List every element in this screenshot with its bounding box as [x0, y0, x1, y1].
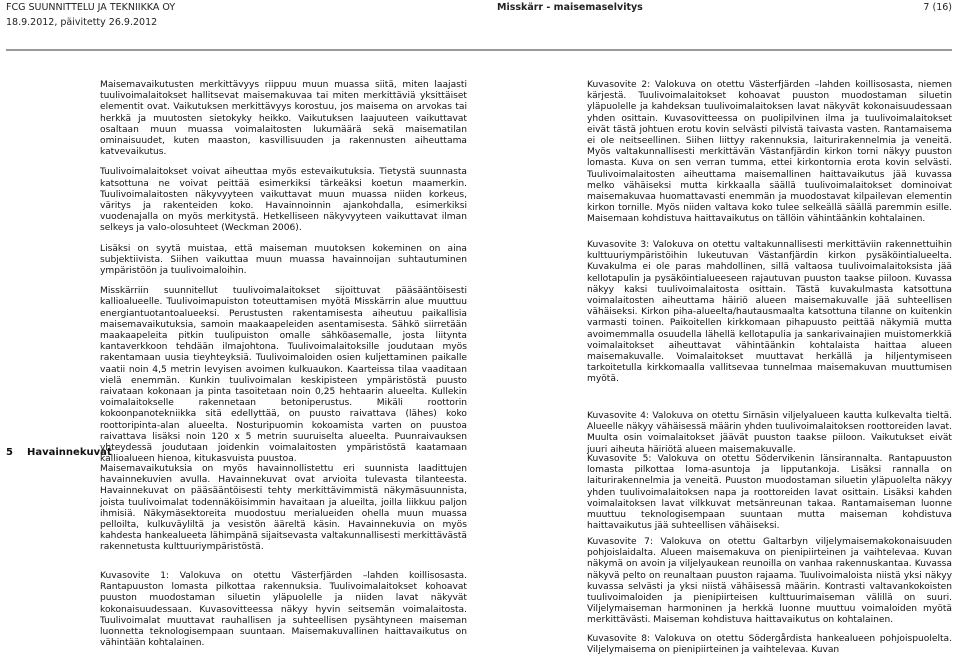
paragraph-landscape-impacts: Maisemavaikutusten merkittävyys riippuu muun muassa siitä, miten laajasti tuulivoimalaitokset hallitsevat maisemakuvaa tai miten merkittäviä yksittäiset elementit ovat. Vaikutuksen merkittävyys korostuu, jos maisema on arvokas tai herkkä ja muutosten sietokyky heikko. Vaikutuksen laajuuteen vaikuttavat osaltaan muun muassa voimalaitosten lukumäärä sekä maisematilan ominaisuudet, kuten maaston, kasvillisuuden ja rakennusten aiheuttama katvevaikutus. [100, 80, 467, 158]
section-title: Havainnekuvat [27, 447, 112, 458]
header-divider [6, 49, 952, 51]
header-document-title: Misskärr - maisemaselvitys [497, 2, 643, 13]
header-date: 18.9.2012, päivitetty 26.9.2012 [6, 17, 158, 28]
paragraph-photomontage-3: Kuvasovite 3: Valokuva on otettu valtakunnallisesti merkittäviin rakennettuihin kulttuuriympäristöihin lukeutuvan Västanfjärdin kirkon pysäköintialueelta. Kuvakulma ei ole paras mahdollinen, sillä valtaosa tuulivoimalaitoksista jää kellotapulin ja pysäköintialueeseen rajautuvan puuston taakse piiloon. Kuvassa näkyy kaksi tuulivoimalaitosta osittain. Tästä kuvakulmasta katsottuna voimalaitosten aiheuttama häiriö alueen maisemakuvalle jää suhteellisen vähäiseksi. Kirkon piha-alueelta/hautausmaalta katsottuna tilanne on kuitenkin varmasti toinen. Paikoitellen kirkkomaan pihapuusto peittää näkymiä mutta avoimemmalla osuudella lähellä kellotapulia ja sankarivainajien muistomerkkiä voimalaitokset aiheuttavat vähintäänkin kohtalaista haittaa alueen maisemakuvalle. Voimalaitokset muuttavat herkällä ja hiljentymiseen tarkoitetulla kirkkomaalla vallitsevaa tunnelmaa maisemakuvan muuttumisen myötä. [587, 240, 952, 385]
paragraph-obstruction-effects: Tuulivoimalaitokset voivat aiheuttaa myös estevaikutuksia. Tietystä suunnasta katsottuna ne voivat peittää esimerkiksi tärkeäksi koetun maamerkin. Tuulivoimalaitosten näkyvyyteen vaikuttavat muun muassa niiden korkeus, väritys ja rakenteiden koko. Havainnoinnin ajankohdalla, esimerkiksi vuodenajalla on myös merkitystä. Hetkelliseen näkyvyyteen vaikuttavat ilman selkeys ja valo-olosuhteet (Weckman 2006). [100, 167, 467, 234]
paragraph-photomontage-5: Kuvasovite 5: Valokuva on otettu Södervikenin länsirannalta. Rantapuuston lomasta pilkottaa loma-asuntoja ja lipputankoja. Lisäksi rannalla on laiturirakennelmia ja veneitä. Puuston muodostaman siluetin yläpuolelta näkyy yhden tuulivoimalaitoksen napa ja roottoreiden lavat osittain. Lisäksi kahden voimalaitoksen lavat vilkkuvat metsänreunan takaa. Rantamaiseman luonne muuttuu teknologisempaan suuntaan mutta maiseman kohdistuva haittavaikutus jää suhteellisen vähäiseksi. [587, 454, 952, 532]
section-number: 5 [6, 447, 13, 458]
header-organization: FCG SUUNNITTELU JA TEKNIIKKA OY [6, 2, 176, 13]
paragraph-photomontage-4: Kuvasovite 4: Valokuva on otettu Sirnäsin viljelyalueen kautta kulkevalta tieltä. Alueelle näkyy vähäisessä määrin yhden tuulivoimalaitoksen roottoreiden lavat. Muulta osin voimalaitokset jäävät puuston taakse piiloon. Vaikutukset eivät juuri aiheuta häiriötä alueen maisemakuvalle. [587, 411, 952, 455]
paragraph-photomontage-1: Kuvasovite 1: Valokuva on otettu Västerfjärden –lahden koillisosasta. Rantapuuston lomasta pilkottaa rakennuksia. Tuulivoimalaitokset kohoavat puuston muodostaman siluetin yläpuolelle ja niiden lavat näkyvät kokonaisuudessaan. Kuvasovitteessa näkyy hyvin seitsemän voimalaitosta. Tuulivoimalat muuttavat rauhallisen ja suhteellisen pysähtyneen maiseman luonnetta teknologisempaan suuntaan. Maisemakuvallinen haittavaikutus on vähintään kohtalainen. [100, 571, 467, 649]
paragraph-photomontage-8: Kuvasovite 8: Valokuva on otettu Södergårdista hankealueen pohjoispuolelta. Viljelymaisema on pienipiirteinen ja vaihtelevaa. Kuvan [587, 634, 952, 656]
paragraph-subjective-experience: Lisäksi on syytä muistaa, että maiseman muutoksen kokeminen on aina subjektiivista. Siihen vaikuttaa muun muassa havainnoijan suhtautuminen ympäristöön ja tuulivoimaloihin. [100, 243, 467, 277]
paragraph-photomontage-7: Kuvasovite 7: Valokuva on otettu Galtarbyn viljelymaisemakokonaisuuden pohjoislaidalta. Alueen maisemakuva on pienipiirteinen ja vaihtelevaa. Kuvan näkymä on avoin ja viljelyaukean reunoilla on vanhaa rakennuskantaa. Kuvassa näkyvä pelto on reunaltaan puuston rajaama. Tuulivoimaloista niistä yksi näkyy kuvassa selvästi ja yksi niistä vähäisessä määrin. Kontrasti valtavankokoisten tuulivoimaloiden ja pienipiirteisen kulttuurimaiseman välillä on suuri. Viljelymaiseman harmoninen ja herkkä luonne muuttuu voimaloiden myötä merkittävästi. Maiseman kohdistuva haittavaikutus on kohtalainen. [587, 537, 952, 626]
paragraph-misskarr-construction: Misskärriin suunnitellut tuulivoimalaitokset sijoittuvat pääsääntöisesti kallioalueelle. Tuulivoimapuiston toteuttamisen myötä Misskärrin alue muuttuu energiantuotantoalueeksi. Perustusten rakentamisesta aiheutuu paikallisia maisemavaikutuksia, samoin maakaapeleiden asentamisesta. Sähkö siirretään maakaapeleita pitkin tuulipuiston omalle sähköasemalle, josta liitynta kantaverkkoon tehdään ilmajohtona. Tuulivoimalaitoksille joudutaan myös rakentamaan uusia tieyhteyksiä. Tuulivoimaloiden osien kuljettaminen paikalle vaatii noin 4,5 metrin levyisen avoimen kulkuaukon. Kaarteissa tilaa vaaditaan vielä enemmän. Kunkin tuulivoimalan keskipisteen ympäristöstä puusto raivataan kokonaan ja pinta tasoitetaan noin 0,25 hehtaarin alueelta. Kullekin voimalaitokselle rakennetaan betoniperustus. Mikäli roottorin kokoonpanotekniikka sitä edellyttää, on puusto raivattava (lähes) koko roottoripinta-alan alueelta. Nosturipuomin kokoamista varten on puustoa raivattava lisäksi noin 120 x 5 metrin suuruiselta alueelta. Puunraivauksen yhteydessä joudutaan joidenkin voimalaitosten ympäristöstä kaatamaan kallioalueen hienoa, kitukasvuista puustoa. [100, 286, 467, 465]
section-heading [6, 447, 112, 458]
paragraph-photomontages-intro: Maisemavaikutuksia on myös havainnollistettu eri suunnista laadittujen havainnekuvien avulla. Havainnekuvat ovat arvioita tulevasta tilanteesta. Havainnekuvat on pääsääntöisesti tehty merkittävimmistä näkymäsuunnista, joista tuulivoimalat todennäköisimmin havaitaan ja alueilta, joilla liikkuu paljon ihmisiä. Näkymäsektoreita muodostuu merialueiden ohella muun muassa pelloilta, kulkuväyliltä ja vesistön ääreltä käsin. Havainnekuvia on myös kahdesta hankealueeta lähimpänä sijaitsevasta valtakunnallisesti merkittävästä rakennetusta kulttuuriympäristöstä. [100, 464, 467, 553]
paragraph-photomontage-2: Kuvasovite 2: Valokuva on otettu Västerfjärden –lahden koillisosasta, niemen kärjestä. Tuulivoimalaitokset kohoavat puuston muodostaman siluetin yläpuolelle ja kahdeksan tuulivoimalaitoksen lavat näkyvät kokonaisuudessaan yhden osittain. Kuvasovitteessa on puolipilvinen ilma ja tuulivoimalaitokset eivät tästä johtuen erotu kovin selvästi pilvistä taivasta vasten. Rantamaisema ei ole neitseellinen. Siihen liittyy rakennuksia, laiturirakennelmia ja veneitä. Myös valtakunnallisesti merkittävän Västanfjärdin kirkon torni näkyy puuston lomasta. Kuva on sen verran tumma, ettei kirkontornia erota kovin selvästi. Tuulivoimalaitosten aiheuttama maisemallinen haittavaikutus jää kuvassa melko vähäiseksi mutta kirkkaalla säällä tuulivoimalaitokset dominoivat maisemakuvaa huomattavasti enemmän ja muodostavat kilpailevan elementin kirkon tornille. Myös niiden valtava koko tulee selkeällä säällä paremmin esille. Maisemaan kohdistuva haittavaikutus on tällöin vähintäänkin kohtalainen. [587, 80, 952, 225]
header-page-number: 7 (16) [923, 2, 952, 13]
